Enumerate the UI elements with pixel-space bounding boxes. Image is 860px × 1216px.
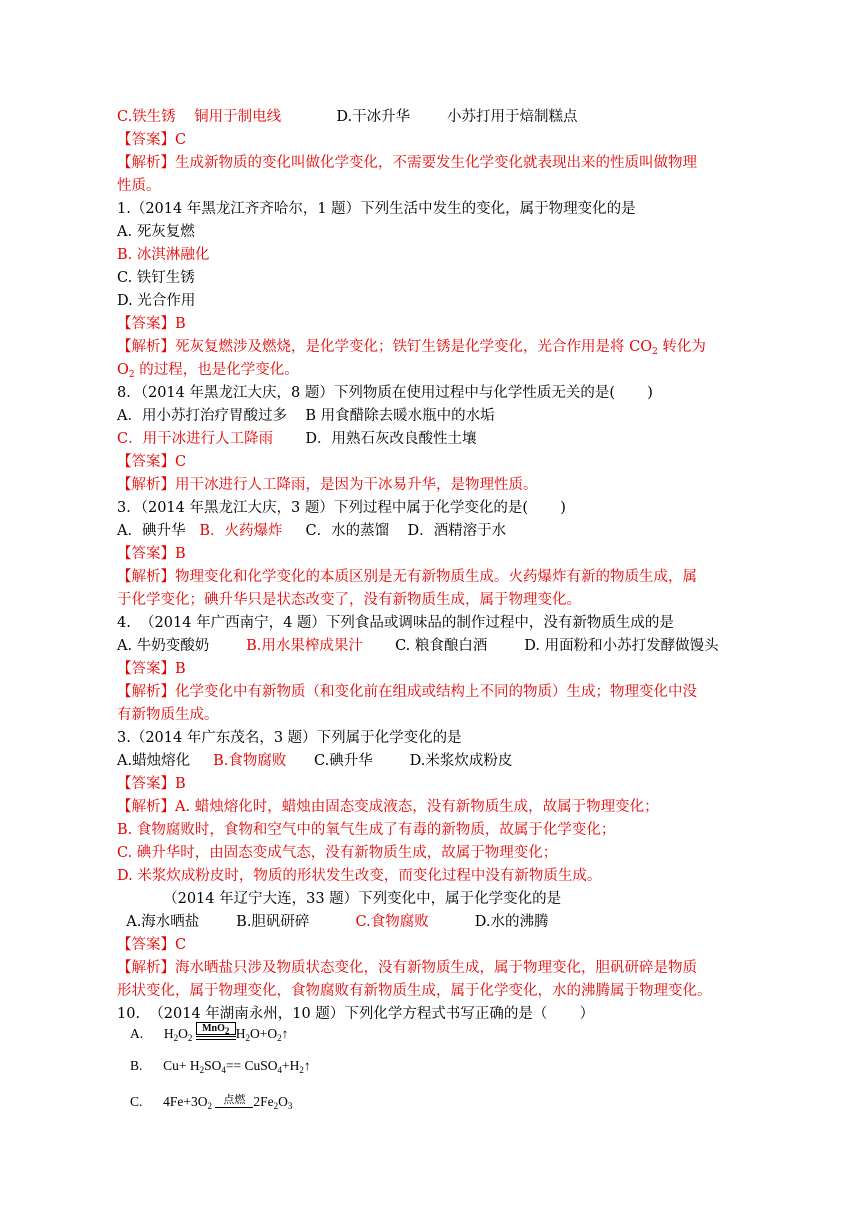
text-line bbox=[117, 935, 186, 955]
text-line bbox=[117, 590, 581, 610]
text-segment: 【解析】物理变化和化学变化的本质区别是无有新物质生成。火药爆炸有新的物质生成，属 bbox=[117, 569, 697, 585]
text-line bbox=[117, 521, 506, 541]
text-line bbox=[117, 820, 615, 840]
text-segment: A.海水晒盐 B.胆矾研碎 bbox=[117, 914, 356, 930]
text-line bbox=[117, 360, 299, 380]
text-segment: 【答案】C bbox=[117, 454, 187, 470]
text-line bbox=[117, 958, 697, 978]
text-segment: A. 死灰复燃 bbox=[117, 224, 195, 240]
reaction-condition-catalyst: MnO$_2$ bbox=[196, 1022, 236, 1040]
text-segment: C．水的蒸馏 D．酒精溶于水 bbox=[282, 523, 507, 539]
text-segment: 【答案】B bbox=[117, 546, 186, 562]
option-b-label: B. bbox=[130, 1058, 143, 1073]
text-segment: A．用小苏打治疗胃酸过多 B 用食醋除去暖水瓶中的水垢 bbox=[117, 408, 495, 424]
text-line bbox=[117, 728, 462, 748]
text-segment: B．火药爆炸 bbox=[199, 523, 283, 539]
text-line bbox=[117, 429, 476, 449]
text-line bbox=[117, 107, 578, 127]
text-segment: D. 光合作用 bbox=[117, 293, 196, 309]
text-segment: 4. （2014 年广西南宁，4 题）下列食品或调味品的制作过程中，没有新物质生成的是 bbox=[117, 615, 674, 631]
text-segment: 【答案】B bbox=[117, 316, 186, 332]
text-segment: 【解析】化学变化中有新物质（和变化前在组成或结构上不同的物质）生成；物理变化中没 bbox=[117, 684, 697, 700]
text-line bbox=[117, 682, 697, 702]
text-segment: 10. （2014 年湖南永州，10 题）下列化学方程式书写正确的是（ ） bbox=[117, 1006, 595, 1022]
text-segment: B. 冰淇淋融化 bbox=[117, 247, 210, 263]
text-line bbox=[117, 406, 495, 426]
text-line bbox=[117, 245, 209, 265]
text-segment: 【答案】B bbox=[117, 661, 186, 677]
reaction-condition-ignite: 点燃 bbox=[215, 1094, 253, 1108]
text-segment: D．用熟石灰改良酸性土壤 bbox=[273, 431, 477, 447]
text-segment: C. 粮食酿白酒 D. 用面粉和小苏打发酵做馒头 bbox=[362, 638, 719, 654]
text-segment: C.碘升华 D.米浆炊成粉皮 bbox=[286, 753, 513, 769]
text-line bbox=[117, 981, 712, 1001]
text-segment: D.干冰升华 小苏打用于焙制糕点 bbox=[281, 109, 578, 125]
text-line bbox=[117, 498, 566, 518]
text-segment: 【解析】A. 蜡烛熔化时，蜡烛由固态变成液态，没有新物质生成，故属于物理变化； bbox=[117, 799, 659, 815]
text-segment: 【答案】B bbox=[117, 776, 186, 792]
text-segment: 2 bbox=[128, 370, 135, 380]
text-line bbox=[117, 291, 195, 311]
text-line bbox=[117, 705, 219, 725]
text-line bbox=[117, 636, 719, 656]
text-segment: 【答案】C bbox=[117, 937, 187, 953]
option-b-equation: B. $Cu+ H_2SO_4==$ $CuSO_4+H_2↑$ bbox=[130, 1058, 311, 1075]
text-line bbox=[117, 866, 601, 886]
text-line bbox=[117, 912, 549, 932]
text-segment: C.铁生锈 铜用于制电线 bbox=[117, 109, 282, 125]
text-line bbox=[117, 567, 697, 587]
text-line bbox=[117, 383, 653, 403]
text-line bbox=[117, 751, 512, 771]
text-segment: （2014 年辽宁大连，33 题）下列变化中，属于化学变化的是 bbox=[117, 891, 562, 907]
text-segment: A．碘升华 bbox=[117, 523, 200, 539]
text-line bbox=[117, 337, 706, 357]
text-line bbox=[117, 544, 186, 564]
text-segment: 的过程，也是化学变化。 bbox=[134, 362, 299, 378]
text-line bbox=[117, 613, 674, 633]
option-a-label: A. bbox=[130, 1026, 144, 1041]
text-line bbox=[117, 843, 557, 863]
gas-arrow-icon: ↑ bbox=[303, 1058, 311, 1073]
option-c-label: C. bbox=[130, 1094, 143, 1109]
text-segment: 8．（2014 年黑龙江大庆，8 题）下列物质在使用过程中与化学性质无关的是( ) bbox=[117, 385, 653, 401]
text-line bbox=[117, 199, 636, 219]
text-segment: 形状变化，属于物理变化，食物腐败有新物质生成，属于化学变化，水的沸腾属于物理变化。 bbox=[117, 983, 712, 999]
text-segment: 【答案】C bbox=[117, 132, 187, 148]
text-segment: 2 bbox=[652, 347, 658, 357]
text-segment: A.蜡烛熔化 bbox=[117, 753, 214, 769]
text-line bbox=[117, 176, 161, 196]
text-segment: A. 牛奶变酸奶 bbox=[117, 638, 247, 654]
option-a-equation: A. $H_2O_2$ MnO$_2$ $H_2O+O_2↑$ bbox=[130, 1023, 289, 1043]
text-segment: 1.（2014 年黑龙江齐齐哈尔，1 题）下列生活中发生的变化，属于物理变化的是 bbox=[117, 201, 636, 217]
text-segment: C.食物腐败 bbox=[355, 914, 429, 930]
text-line bbox=[117, 475, 538, 495]
text-segment: D.水的沸腾 bbox=[428, 914, 549, 930]
text-segment: O bbox=[117, 362, 129, 378]
text-segment: C. 铁钉生锈 bbox=[117, 270, 195, 286]
text-segment: 3．（2014 年黑龙江大庆，3 题）下列过程中属于化学变化的是( ) bbox=[117, 500, 566, 516]
text-line bbox=[117, 889, 561, 909]
text-segment: C．用干冰进行人工降雨 bbox=[117, 431, 274, 447]
text-segment: 有新物质生成。 bbox=[117, 707, 219, 723]
text-line bbox=[117, 797, 659, 817]
text-line bbox=[117, 774, 186, 794]
text-line bbox=[117, 130, 186, 150]
text-segment: B. 食物腐败时，食物和空气中的氧气生成了有毒的新物质，故属于化学变化； bbox=[117, 822, 616, 838]
text-segment: 【解析】生成新物质的变化叫做化学变化，不需要发生化学变化就表现出来的性质叫做物理 bbox=[117, 155, 697, 171]
option-c-equation: C. $4Fe+3O_2$ 点燃 $2Fe_2O_3$ bbox=[130, 1093, 293, 1111]
text-segment: D. 米浆炊成粉皮时，物质的形状发生改变，而变化过程中没有新物质生成。 bbox=[117, 868, 602, 884]
text-line bbox=[117, 659, 186, 679]
text-segment: B.用水果榨成果汁 bbox=[246, 638, 363, 654]
text-segment: 3.（2014 年广东茂名，3 题）下列属于化学变化的是 bbox=[117, 730, 462, 746]
text-line bbox=[117, 222, 195, 242]
gas-arrow-icon: ↑ bbox=[281, 1026, 289, 1041]
text-segment: 【解析】用干冰进行人工降雨，是因为干冰易升华，是物理性质。 bbox=[117, 477, 538, 493]
text-line bbox=[117, 1004, 594, 1024]
text-line bbox=[117, 153, 697, 173]
text-segment: 性质。 bbox=[117, 178, 161, 194]
text-line bbox=[117, 268, 195, 288]
text-line bbox=[117, 452, 186, 472]
text-segment: 【解析】死灰复燃涉及燃烧，是化学变化；铁钉生锈是化学变化，光合作用是将 CO bbox=[117, 339, 653, 355]
text-segment: 转化为 bbox=[657, 339, 706, 355]
text-line bbox=[117, 314, 186, 334]
text-segment: 【解析】海水晒盐只涉及物质状态变化，没有新物质生成，属于物理变化，胆矾研碎是物质 bbox=[117, 960, 697, 976]
text-segment: 于化学变化；碘升华只是状态改变了，没有新物质生成，属于物理变化。 bbox=[117, 592, 581, 608]
text-segment: C. 碘升华时，由固态变成气态，没有新物质生成，故属于物理变化； bbox=[117, 845, 558, 861]
text-segment: B.食物腐败 bbox=[213, 753, 287, 769]
